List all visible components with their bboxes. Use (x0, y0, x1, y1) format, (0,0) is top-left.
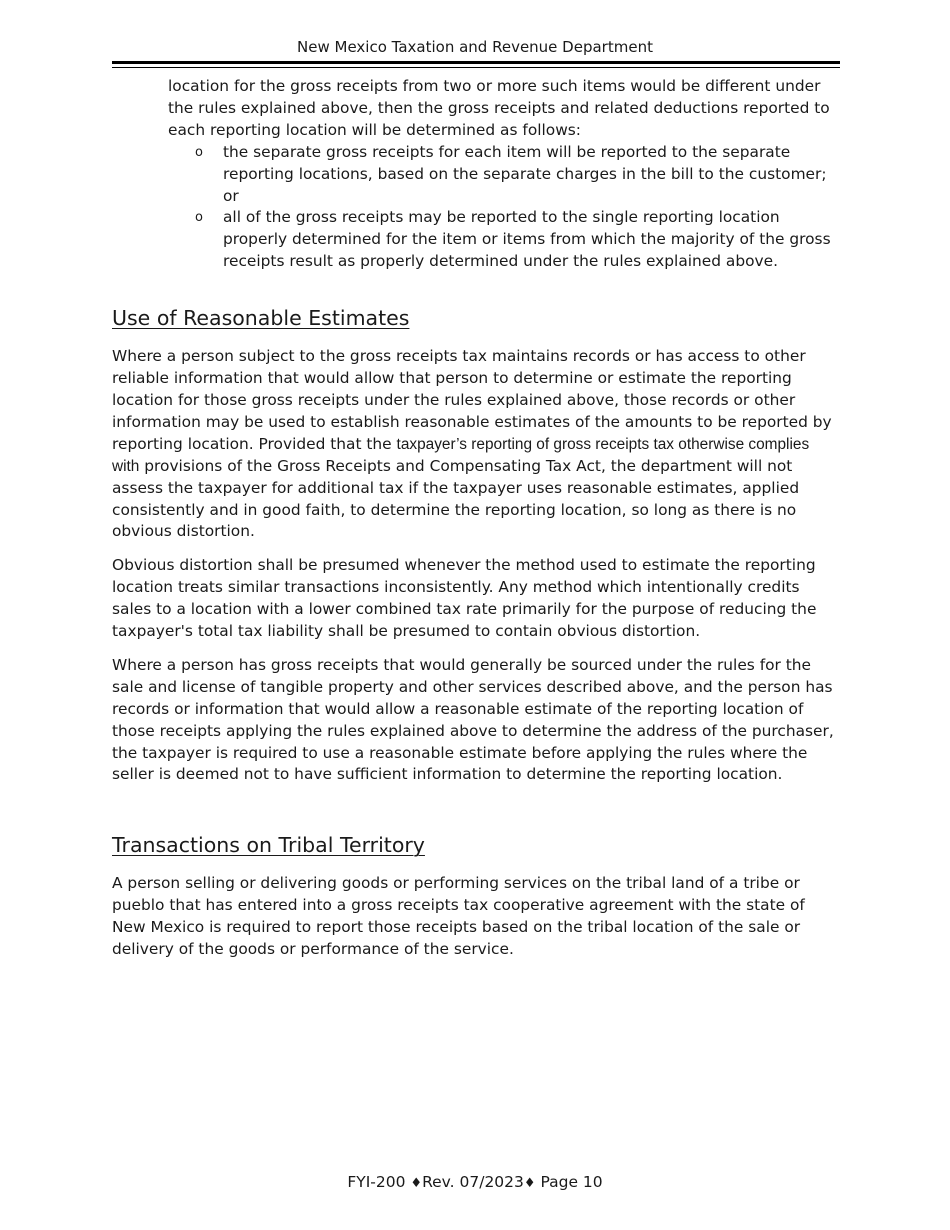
page-header: New Mexico Taxation and Revenue Department (297, 38, 653, 56)
circle-bullet-icon: o (195, 210, 203, 226)
estimates-p1-part2: taxpayer’s reporting of gross receipts tax otherwise complies with (112, 435, 810, 475)
footer-revision: Rev. 07/2023 (422, 1173, 524, 1191)
section-heading-reasonable-estimates: Use of Reasonable Estimates (112, 306, 410, 331)
estimates-paragraph-1 (112, 346, 840, 543)
list-item (195, 207, 840, 273)
page-footer (0, 1172, 950, 1194)
tribal-paragraph-1: A person selling or delivering goods or performing services on the tribal land of a tribe or pueblo that has entered into a gross receipts tax cooperative agreement with the state of New Mexico is required to report those receipts based on the tribal location of the sale or delivery of the goods or performance of the service. (112, 874, 805, 959)
diamond-icon: ♦ (523, 1176, 536, 1191)
diamond-icon: ♦ (410, 1176, 423, 1191)
estimates-paragraph-3: Where a person has gross receipts that would generally be sourced under the rules for the sale and license of tangible property and other services described above, and the person has records or information that would allow a reasonable estimate of the reporting location of those receipts applying the rules explained above to determine the address of the purchaser, the taxpayer is required to use a reasonable estimate before applying the rules where the seller is deemed not to have sufficient information to determine the reporting location. (112, 655, 834, 784)
estimates-p1-part1: Where a person subject to the gross receipts tax maintains records or has access to other reliable information that would allow that person to determine or estimate the reporting location for those gross receipts under the rules explained above, those records or other information may be used to establish reasonable estimates of the amounts to be reported by reporting location. Provided that the (112, 347, 832, 453)
reporting-options-list (112, 142, 840, 273)
list-item-text: all of the gross receipts may be reported to the single reporting location properly determined for the item or items from which the majority of the gross receipts result as properly determined under the rules explained above. (223, 208, 831, 271)
footer-page-number: Page 10 (535, 1173, 603, 1191)
continued-paragraph: location for the gross receipts from two or more such items would be different under the rules explained above, then the gross receipts and related deductions reported to each reporting location will be determined as follows: (168, 77, 830, 139)
estimates-paragraph-2: Obvious distortion shall be presumed whenever the method used to estimate the reporting location treats similar transactions inconsistently. Any method which intentionally credits sales to a location with a lower combined tax rate primarily for the purpose of reducing the taxpayer's total tax liability shall be presumed to contain obvious distortion. (112, 556, 817, 641)
list-item (195, 142, 840, 208)
circle-bullet-icon: o (195, 144, 203, 160)
page-content (112, 76, 840, 973)
header-rule-thin (112, 67, 840, 68)
list-item-text: the separate gross receipts for each item will be reported to the separate reporting locations, based on the separate charges in the bill to the customer; or (223, 142, 827, 205)
estimates-p1-part3: provisions of the Gross Receipts and Compensating Tax Act, the department will not assess the taxpayer for additional tax if the taxpayer uses reasonable estimates, applied consistently and in good faith, to determine the reporting location, so long as there is no obvious distortion. (112, 456, 800, 541)
header-rule-thick (112, 61, 840, 64)
footer-form-id: FYI-200 (347, 1173, 411, 1191)
section-heading-tribal-territory: Transactions on Tribal Territory (112, 833, 425, 858)
